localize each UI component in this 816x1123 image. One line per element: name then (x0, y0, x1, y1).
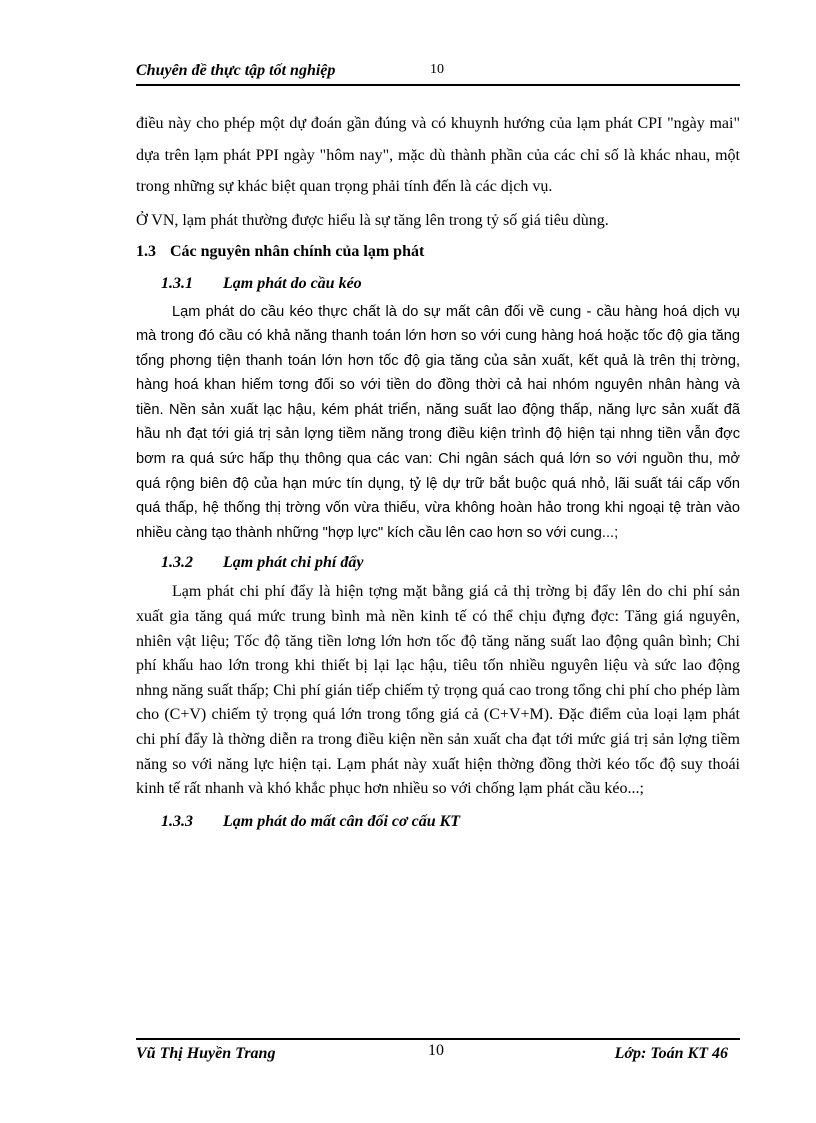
page-header (136, 60, 740, 86)
intro-paragraph: điều này cho phép một dự đoán gần đúng và có khuynh hướng của lạm phát CPI "ngày mai" dựa trên lạm phát PPI ngày "hôm nay", mặc dù thành phần của các chỉ số là khác nhau, một trong những sự khác biệt quan trọng phải tính đến là các dịch vụ. (136, 115, 740, 195)
section-heading-1-3 (136, 236, 740, 268)
section-number: 1.3 (136, 243, 156, 260)
section-title: Lạm phát chi phí đẩy (223, 554, 364, 572)
section-number: 1.3.2 (161, 554, 193, 572)
page-content (136, 108, 740, 837)
paragraph-cost-push: Lạm phát chi phí đẩy là hiện tợng mặt bằng giá cả thị trờng bị đẩy lên do chi phí sản xuất gia tăng quá mức trung bình mà nền kinh tế có thể chịu đựng đợc: Tăng giá nguyên, nhiên vật liệu; Tốc độ tăng tiền lơng lớn hơn tốc độ tăng năng suất lao động quân bình; Chi phí khấu hao lớn trong khi thiết bị lại lạc hậu, tiêu tốn nhiều nguyên liệu và sức lao động nhng năng suất thấp; Chi phí gián tiếp chiếm tỷ trọng quá cao trong tổng chi phí cho phép làm cho (C+V) chiếm tỷ trọng quá lớn trong tổng giá cả (C+V+M). Đặc điểm của loại lạm phát chi phí đẩy là thờng diễn ra trong điều kiện nền sản xuất cha đạt tới mức giá trị sản lợng tiềm năng so với năng lực hiện tại. Lạm phát này xuất hiện thờng đồng thời kéo tốc độ suy thoái kinh tế rất nhanh và khó khắc phục hơn nhiều so với chống lạm phát cầu kéo...; (136, 583, 740, 798)
section-heading-1-3-2 (161, 547, 740, 578)
header-page-number: 10 (430, 62, 444, 77)
section-title: Lạm phát do cầu kéo (223, 274, 362, 292)
document-title: Chuyên đề thực tập tốt nghiệp (136, 62, 336, 79)
vn-paragraph: Ở VN, lạm phát thường được hiểu là sự tăng lên trong tỷ số giá tiêu dùng. (136, 211, 609, 229)
section-number: 1.3.1 (161, 274, 193, 292)
footer-page-number: 10 (428, 1042, 444, 1059)
section-number: 1.3.3 (161, 812, 193, 830)
class-label: Lớp: Toán KT 46 (614, 1045, 728, 1062)
section-title: Các nguyên nhân chính của lạm phát (170, 243, 425, 260)
paragraph-demand-pull: Lạm phát do cầu kéo thực chất là do sự mất cân đối về cung - cầu hàng hoá dịch vụ mà trong đó cầu có khả năng thanh toán lớn hơn so với cung hàng hoá hoặc tốc độ gia tăng tổng phơng tiện thanh toán lớn hơn tốc độ gia tăng của sản xuất, kết quả là trên thị trờng, hàng hoá khan hiếm tơng đối so với tiền do đồng thời cả hai nhóm nguyên nhân hàng và tiền. Nền sản xuất lạc hậu, kém phát triển, năng suất lao động thấp, năng lực sản xuất đã hầu nh đạt tới giá trị sản lợng tiềm năng trong điều kiện trình độ hiện tại nhng tiền vẫn đợc bơm ra quá sức hấp thụ thông qua các van: Chi ngân sách quá lớn so với nguồn thu, mở quá rộng biên độ của hạn mức tín dụng, tỷ lệ dự trữ bắt buộc quá nhỏ, lãi suất tái cấp vốn quá thấp, hệ thống thị trờng vốn vừa thiếu, vừa không hoàn hảo trong khi ngoại tệ tràn vào nhiều càng tạo thành những "hợp lực" kích cầu lên cao hơn so với cung...; (136, 303, 740, 541)
author-name: Vũ Thị Huyền Trang (136, 1045, 276, 1062)
section-heading-1-3-1 (161, 268, 740, 299)
page-footer (136, 1038, 740, 1066)
section-heading-1-3-3 (161, 806, 740, 837)
section-title: Lạm phát do mất cân đối cơ cấu KT (223, 812, 461, 830)
